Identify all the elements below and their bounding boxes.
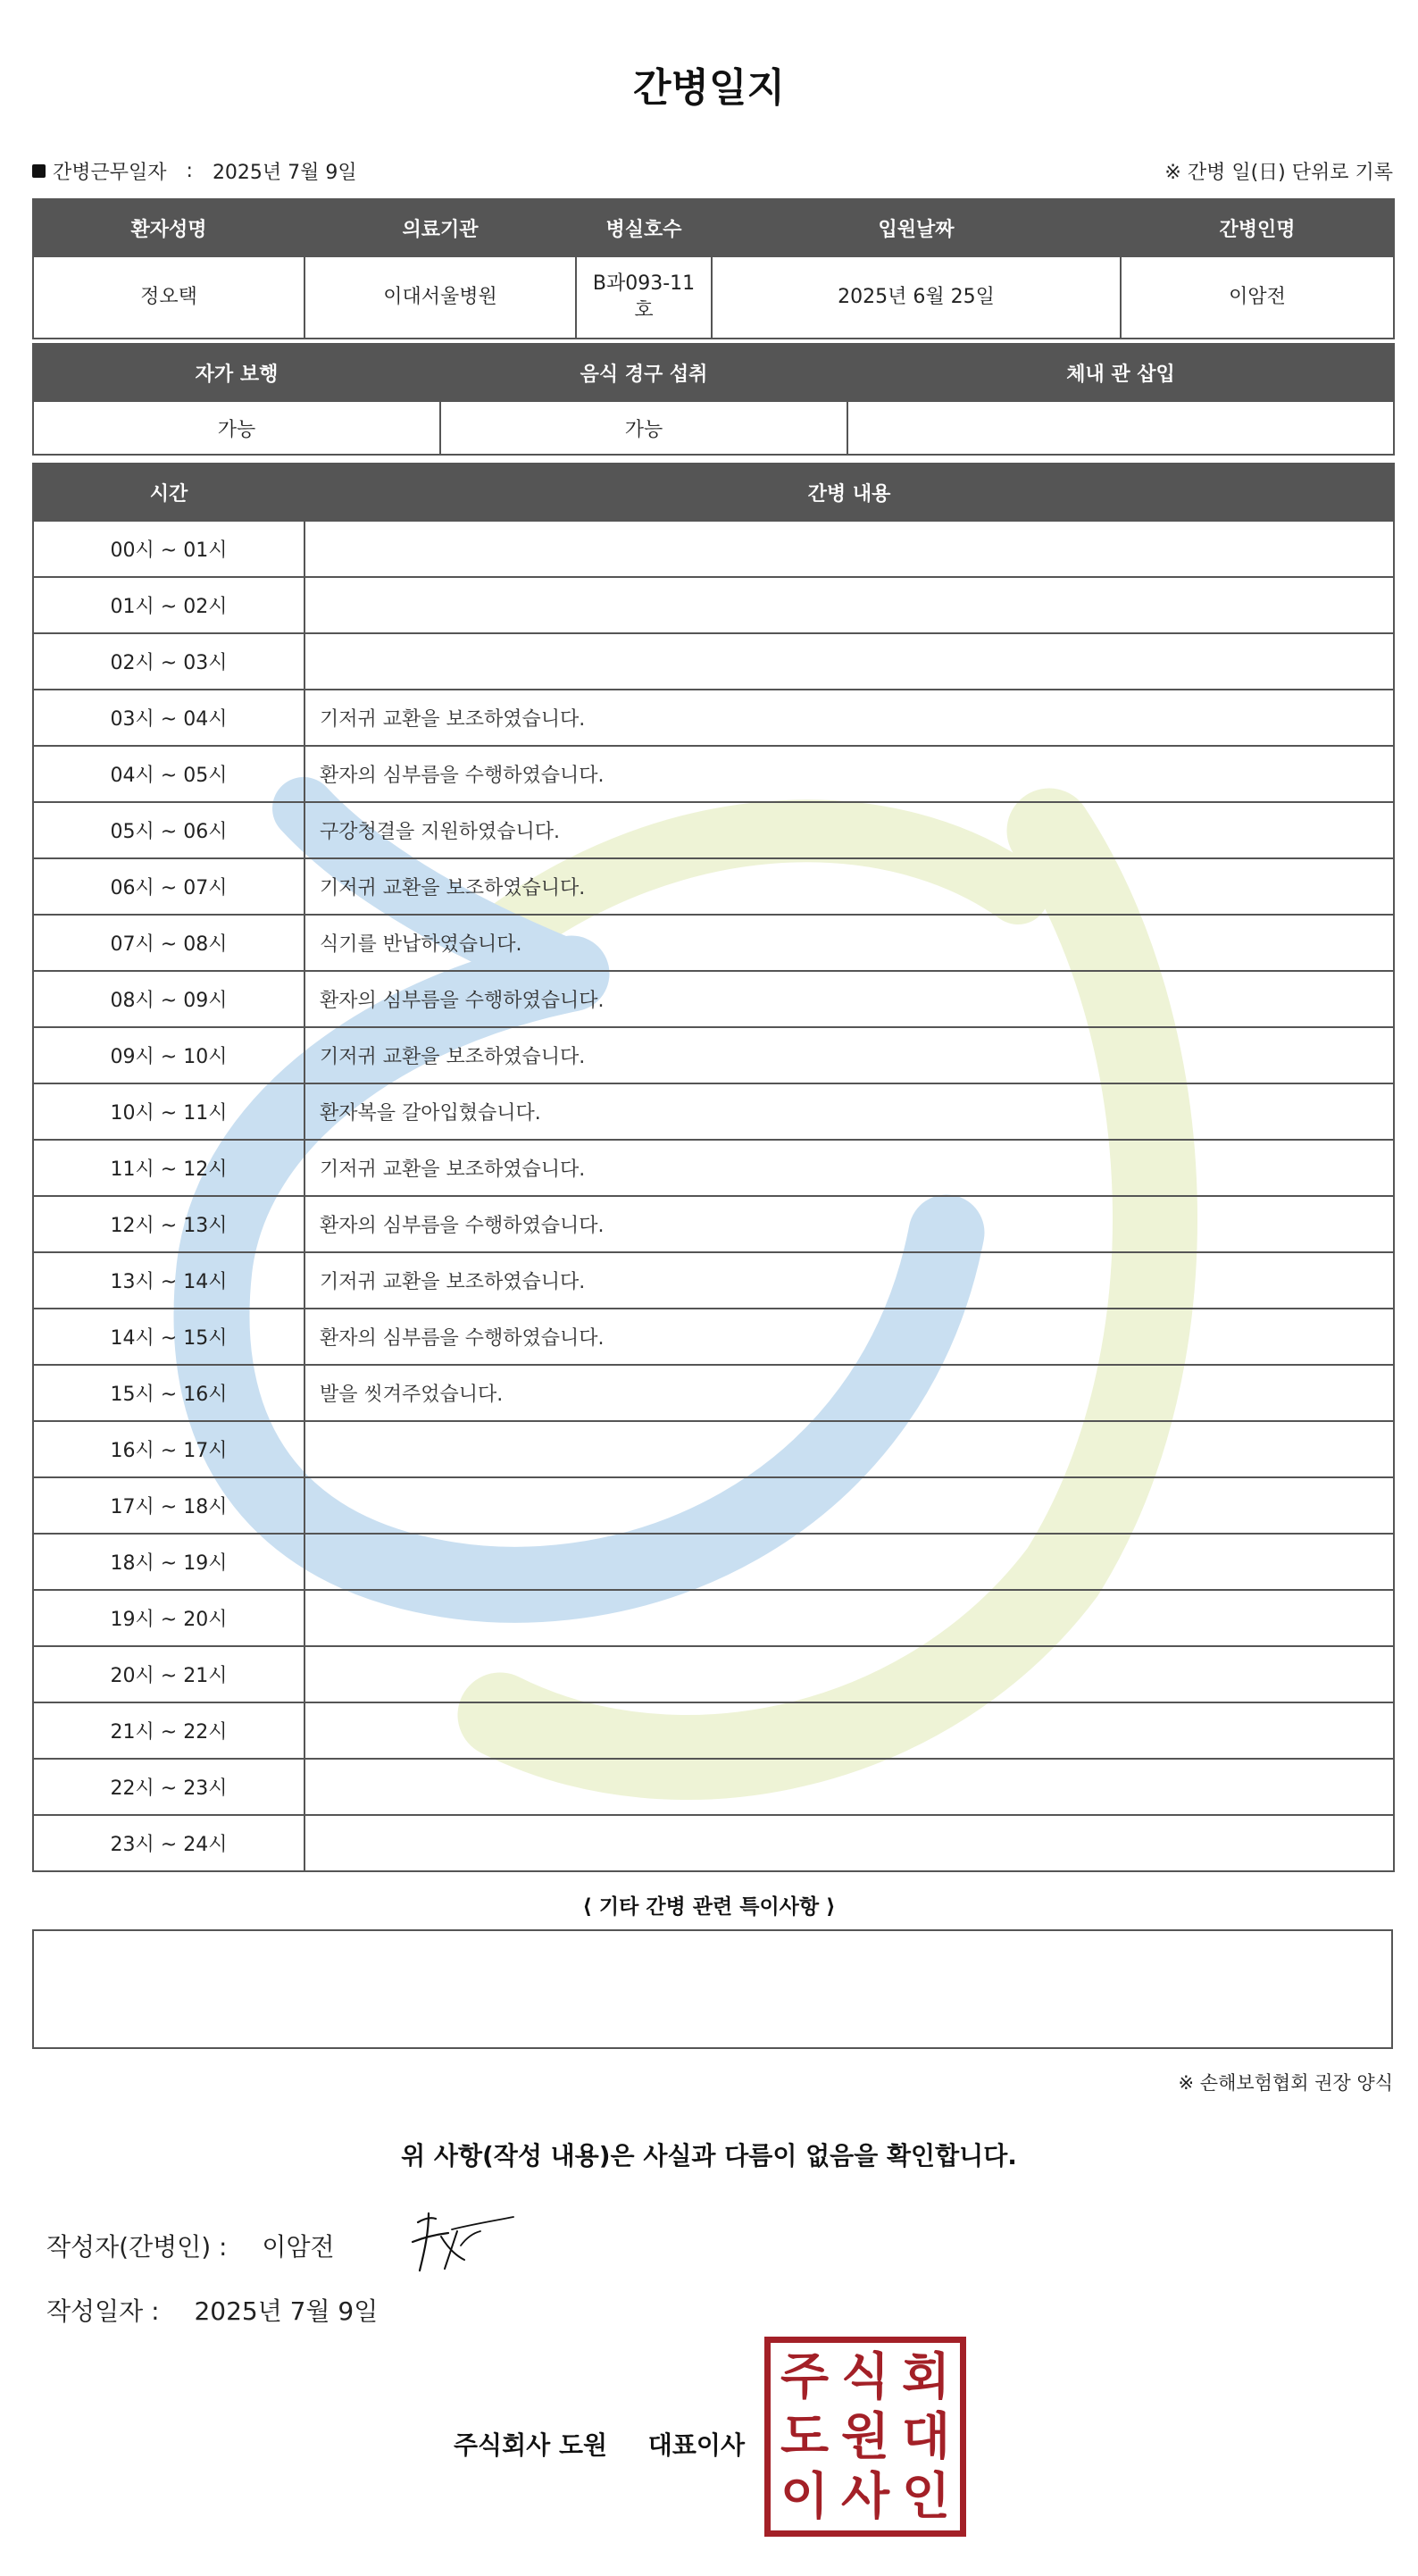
- header-oral-intake: 음식 경구 섭취: [440, 344, 847, 401]
- care-log-time: 23시 ~ 24시: [33, 1815, 304, 1871]
- care-log-time: 19시 ~ 20시: [33, 1590, 304, 1646]
- seal-characters: [774, 2346, 956, 2527]
- oral-intake-value: 가능: [440, 401, 847, 455]
- care-log-content: 기저귀 교환을 보조하였습니다.: [304, 1027, 1394, 1083]
- care-log-content: 환자의 심부름을 수행하였습니다.: [304, 1196, 1394, 1252]
- header-care-content: 간병 내용: [304, 464, 1394, 521]
- writer-name: 이암전: [262, 2232, 335, 2262]
- handwritten-signature: [402, 2206, 527, 2278]
- seal-character: 원: [840, 2406, 890, 2466]
- care-log-row: [33, 1140, 1394, 1196]
- care-log-content: 기저귀 교환을 보조하였습니다.: [304, 858, 1394, 915]
- care-log-time: 09시 ~ 10시: [33, 1027, 304, 1083]
- care-log-row: [33, 1534, 1394, 1590]
- care-log-time: 16시 ~ 17시: [33, 1421, 304, 1477]
- room-number-value: B과093-11호: [576, 256, 712, 339]
- care-log-time: 06시 ~ 07시: [33, 858, 304, 915]
- company-signature-line: [454, 2426, 745, 2462]
- seal-character: 인: [901, 2467, 951, 2527]
- care-log-time: 12시 ~ 13시: [33, 1196, 304, 1252]
- care-log-content: 기저귀 교환을 보조하였습니다.: [304, 1140, 1394, 1196]
- caregiver-name-value: 이암전: [1121, 256, 1394, 339]
- care-log-time: 18시 ~ 19시: [33, 1534, 304, 1590]
- care-log-row: [33, 802, 1394, 858]
- care-log-content: [304, 1421, 1394, 1477]
- seal-character: 사: [840, 2467, 890, 2527]
- header-time: 시간: [33, 464, 304, 521]
- care-log-row: [33, 971, 1394, 1027]
- care-log-row: [33, 1252, 1394, 1309]
- written-date-label: 작성일자 :: [46, 2296, 160, 2326]
- header-caregiver-name: 간병인명: [1121, 199, 1394, 256]
- work-date-row: [32, 157, 357, 185]
- bullet-square-icon: [32, 164, 46, 178]
- writer-row: [46, 2228, 335, 2263]
- care-log-row: [33, 915, 1394, 971]
- seal-character: 도: [780, 2406, 830, 2466]
- care-log-time: 15시 ~ 16시: [33, 1365, 304, 1421]
- care-log-time: 01시 ~ 02시: [33, 577, 304, 633]
- care-log-row: [33, 633, 1394, 690]
- care-log-row: [33, 690, 1394, 746]
- care-log-row: [33, 746, 1394, 802]
- care-log-row: [33, 1083, 1394, 1140]
- care-log-content: [304, 521, 1394, 577]
- confirmation-statement: 위 사항(작성 내용)은 사실과 다름이 없음을 확인합니다.: [401, 2141, 1017, 2170]
- care-log-content: [304, 1646, 1394, 1702]
- care-log-time: 05시 ~ 06시: [33, 802, 304, 858]
- care-log-content: 기저귀 교환을 보조하였습니다.: [304, 690, 1394, 746]
- care-log-content: 환자의 심부름을 수행하였습니다.: [304, 971, 1394, 1027]
- care-log-time: 11시 ~ 12시: [33, 1140, 304, 1196]
- patient-info-table: [32, 198, 1395, 339]
- care-log-content: [304, 1815, 1394, 1871]
- care-log-content: [304, 1702, 1394, 1759]
- care-log-content: [304, 1534, 1394, 1590]
- company-name: 주식회사 도원: [454, 2430, 608, 2460]
- care-log-content: 환자의 심부름을 수행하였습니다.: [304, 1309, 1394, 1365]
- patient-status-table: [32, 343, 1395, 456]
- care-log-row: [33, 858, 1394, 915]
- care-log-table: [32, 463, 1395, 1872]
- care-log-time: 17시 ~ 18시: [33, 1477, 304, 1534]
- care-log-row: [33, 1759, 1394, 1815]
- care-log-time: 03시 ~ 04시: [33, 690, 304, 746]
- care-log-time: 08시 ~ 09시: [33, 971, 304, 1027]
- care-log-content: 환자의 심부름을 수행하였습니다.: [304, 746, 1394, 802]
- care-log-time: 10시 ~ 11시: [33, 1083, 304, 1140]
- seal-character: 회: [901, 2346, 951, 2406]
- header-admission-date: 입원날짜: [712, 199, 1121, 256]
- care-log-time: 02시 ~ 03시: [33, 633, 304, 690]
- care-log-row: [33, 521, 1394, 577]
- care-log-row: [33, 1477, 1394, 1534]
- care-log-time: 20시 ~ 21시: [33, 1646, 304, 1702]
- representative-title: 대표이사: [647, 2430, 745, 2460]
- care-log-row: [33, 1590, 1394, 1646]
- care-log-row: [33, 1646, 1394, 1702]
- writer-label: 작성자(간병인) :: [46, 2232, 228, 2262]
- care-log-row: [33, 1309, 1394, 1365]
- self-walking-value: 가능: [33, 401, 440, 455]
- care-log-content: [304, 577, 1394, 633]
- header-hospital: 의료기관: [304, 199, 576, 256]
- care-log-content: 발을 씻겨주었습니다.: [304, 1365, 1394, 1421]
- care-log-content: [304, 1759, 1394, 1815]
- work-date-value: 2025년 7월 9일: [212, 162, 357, 184]
- notes-title: ⟨ 기타 간병 관련 특이사항 ⟩: [582, 1895, 836, 1919]
- care-log-row: [33, 1365, 1394, 1421]
- work-date-label: 간병근무일자: [53, 162, 167, 184]
- seal-character: 식: [840, 2346, 890, 2406]
- care-log-row: [33, 1815, 1394, 1871]
- care-log-content: 환자복을 갈아입혔습니다.: [304, 1083, 1394, 1140]
- notes-box: [32, 1929, 1393, 2049]
- seal-character: 대: [901, 2406, 951, 2466]
- care-log-content: [304, 633, 1394, 690]
- header-tube-insertion: 체내 관 삽입: [847, 344, 1394, 401]
- form-footnote: ※ 손해보험협회 권장 양식: [1178, 2072, 1393, 2094]
- unit-note: ※ 간병 일(日) 단위로 기록: [1164, 162, 1393, 184]
- care-log-time: 21시 ~ 22시: [33, 1702, 304, 1759]
- patient-name-value: 정오택: [33, 256, 304, 339]
- care-log-row: [33, 577, 1394, 633]
- tube-insertion-value: [847, 401, 1394, 455]
- seal-character: 주: [780, 2346, 830, 2406]
- company-seal-stamp: [764, 2337, 966, 2537]
- written-date-value: 2025년 7월 9일: [194, 2296, 379, 2326]
- care-log-time: 00시 ~ 01시: [33, 521, 304, 577]
- care-log-time: 13시 ~ 14시: [33, 1252, 304, 1309]
- care-log-content: 구강청결을 지원하였습니다.: [304, 802, 1394, 858]
- care-log-content: 기저귀 교환을 보조하였습니다.: [304, 1252, 1394, 1309]
- care-log-row: [33, 1027, 1394, 1083]
- work-date-separator: :: [186, 160, 193, 182]
- care-log-content: 식기를 반납하였습니다.: [304, 915, 1394, 971]
- care-log-content: [304, 1590, 1394, 1646]
- care-log-row: [33, 1421, 1394, 1477]
- care-log-time: 22시 ~ 23시: [33, 1759, 304, 1815]
- written-date-row: [46, 2292, 378, 2328]
- care-log-row: [33, 1196, 1394, 1252]
- hospital-value: 이대서울병원: [304, 256, 576, 339]
- care-log-row: [33, 1702, 1394, 1759]
- admission-date-value: 2025년 6월 25일: [712, 256, 1121, 339]
- page-title: 간병일지: [632, 65, 785, 111]
- header-self-walking: 자가 보행: [33, 344, 440, 401]
- care-log-time: 04시 ~ 05시: [33, 746, 304, 802]
- seal-character: 이: [780, 2467, 830, 2527]
- header-patient-name: 환자성명: [33, 199, 304, 256]
- care-log-content: [304, 1477, 1394, 1534]
- care-log-time: 14시 ~ 15시: [33, 1309, 304, 1365]
- header-room-number: 병실호수: [576, 199, 712, 256]
- care-log-time: 07시 ~ 08시: [33, 915, 304, 971]
